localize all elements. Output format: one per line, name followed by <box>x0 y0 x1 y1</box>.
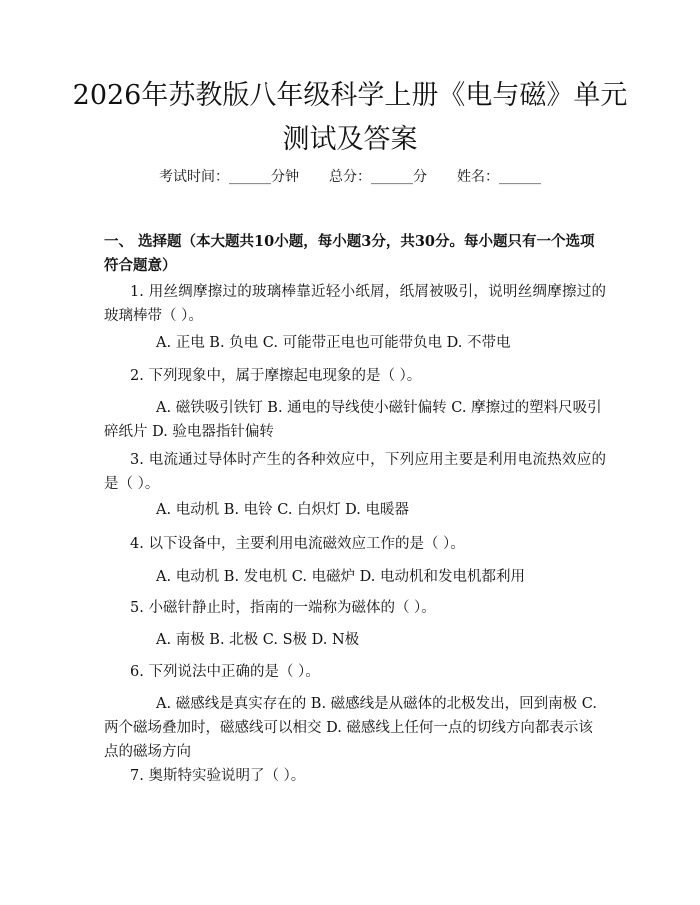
question-options: A. 南极 B. 北极 C. S极 D. N极 <box>156 632 360 648</box>
question-options: A. 磁铁吸引铁钉 B. 通电的导线使小磁针偏转 C. 摩擦过的塑料尺吸引碎纸片 D. 验电器指针偏转 <box>104 400 602 440</box>
section-heading: 一、 选择题（本大题共10小题，每小题3分，共30分。每小题只有一个选项符合题意） <box>104 233 595 274</box>
question-options: A. 电动机 B. 发电机 C. 电磁炉 D. 电动机和发电机都利用 <box>156 569 526 585</box>
exam-meta-line <box>0 167 700 187</box>
question-options: A. 电动机 B. 电铃 C. 白炽灯 D. 电暖器 <box>156 502 410 518</box>
question-options: A. 正电 B. 负电 C. 可能带正电也可能带负电 D. 不带电 <box>156 335 511 351</box>
question-stem: 4. 以下设备中，主要利用电流磁效应工作的是（ ）。 <box>130 536 465 552</box>
exam-time-field: 考试时间：______分钟 <box>159 169 299 185</box>
total-score-field: 总分：______分 <box>329 169 427 185</box>
student-name-field: 姓名：______ <box>457 169 541 185</box>
question-options: A. 磁感线是真实存在的 B. 磁感线是从磁体的北极发出，回到南极 C. 两个磁场叠加时，磁感线可以相交 D. 磁感线上任何一点的切线方向都表示该点的磁场方向 <box>104 696 597 760</box>
question-stem: 1. 用丝绸摩擦过的玻璃棒靠近轻小纸屑，纸屑被吸引，说明丝绸摩擦过的玻璃棒带（ ）。 <box>104 284 606 324</box>
question-stem: 2. 下列现象中，属于摩擦起电现象的是（ ）。 <box>130 368 422 384</box>
document-title: 2026年苏教版八年级科学上册《电与磁》单元测试及答案 <box>72 80 628 155</box>
question-stem: 7. 奥斯特实验说明了（ ）。 <box>130 768 306 784</box>
question-stem: 5. 小磁针静止时，指南的一端称为磁体的（ ）。 <box>130 600 436 616</box>
question-stem: 3. 电流通过导体时产生的各种效应中，下列应用主要是利用电流热效应的是（ ）。 <box>104 452 606 492</box>
question-stem: 6. 下列说法中正确的是（ ）。 <box>130 664 320 680</box>
